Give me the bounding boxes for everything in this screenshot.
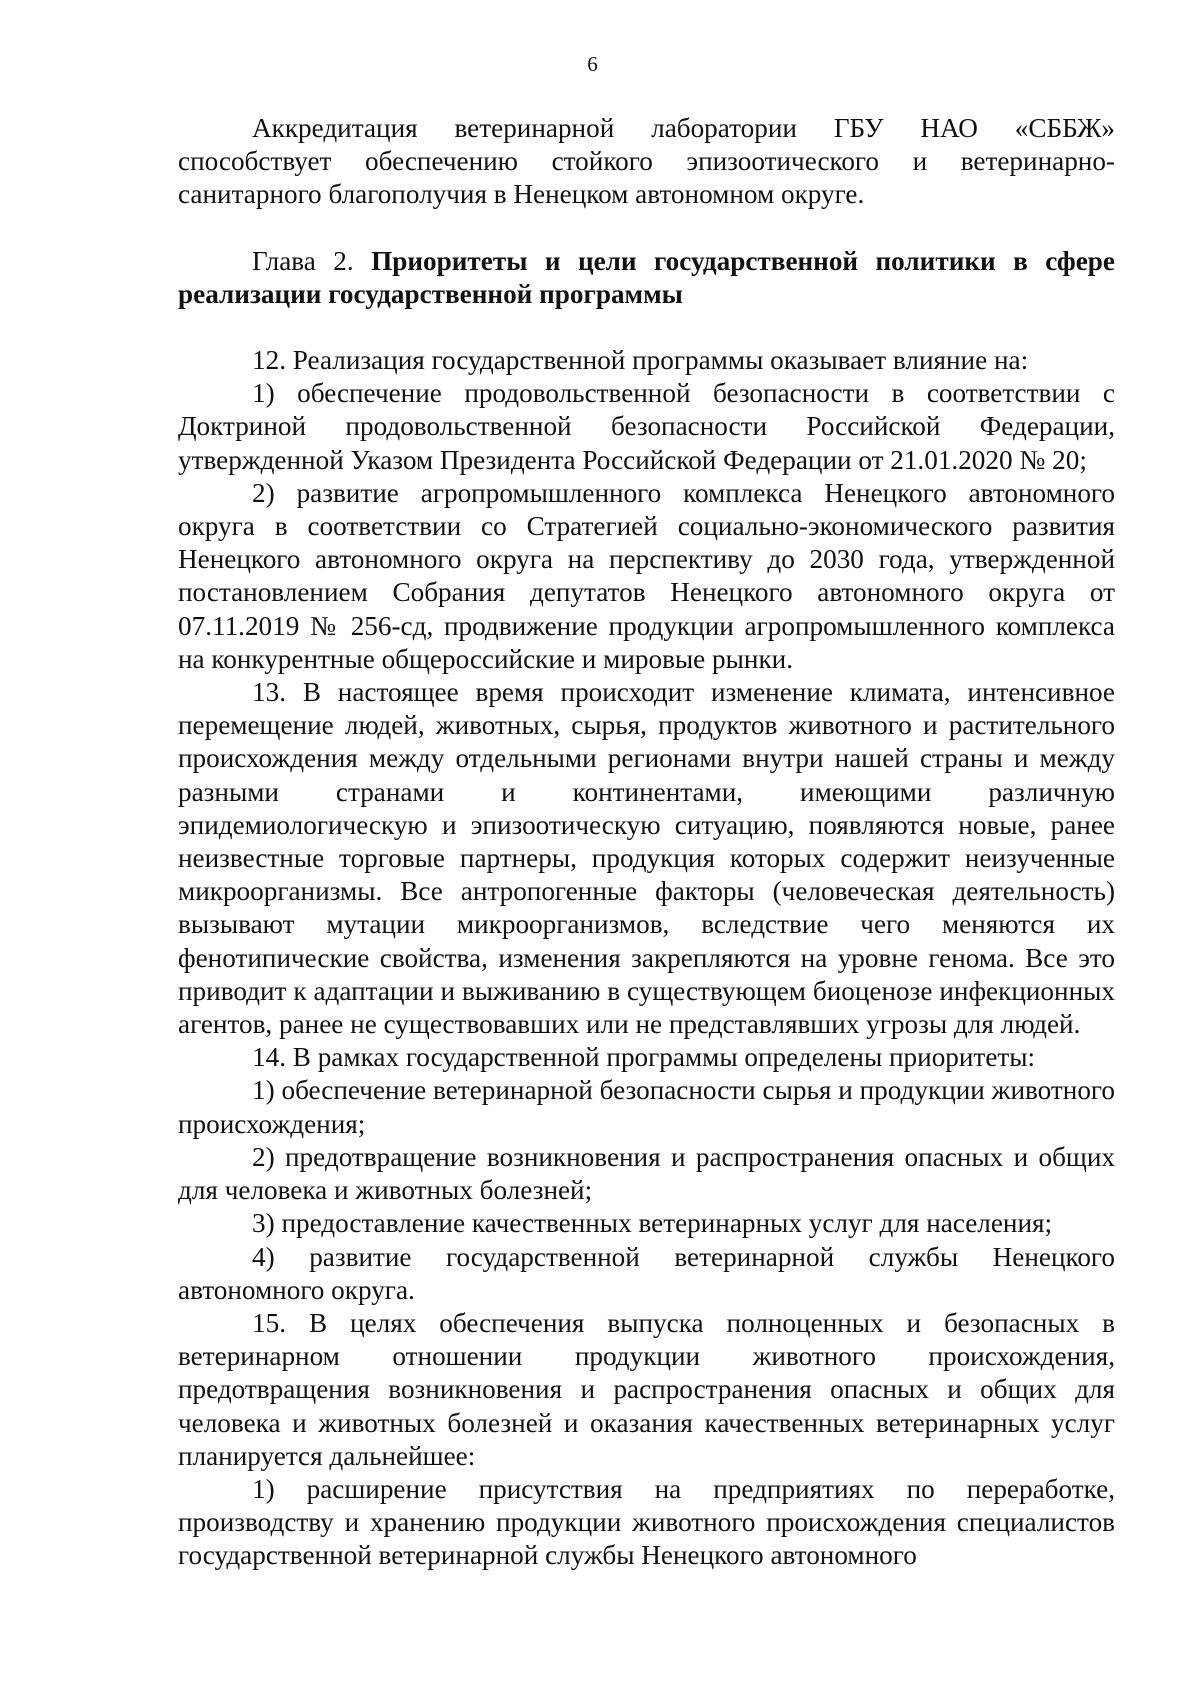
paragraph-14-item-3: 3) предоставление качественных ветеринарных услуг для населения;	[252, 1208, 1053, 1239]
paragraph-15-item-1: 1) расширение присутствия на предприятиях по переработке, производству и хранению продукции животного происхождения специалистов государственной ветеринарной службы Ненецкого автономного	[178, 1473, 1115, 1571]
document-body	[178, 112, 1115, 1573]
page-number: 6	[587, 52, 598, 76]
intro-paragraph: Аккредитация ветеринарной лаборатории ГБУ НАО «СББЖ» способствует обеспечению стойкого эпизоотического и ветеринарно-санитарного благополучия в Ненецком автономном округе.	[178, 113, 1115, 210]
paragraph-12-item-1: 1) обеспечение продовольственной безопасности в соответствии с Доктриной продовольственной безопасности Российской Федерации, утвержденной Указом Президента Российской Федерации от 21.01.2020 № 20;	[178, 378, 1115, 475]
paragraph-13: 13. В настоящее время происходит изменение климата, интенсивное перемещение людей, животных, сырья, продуктов животного и растительного происхождения между отдельными регионами внутри нашей страны и между разными странами и континентами, имеющими различную эпидемиологическую и эпизоотическую ситуацию, появляются новые, ранее неизвестные торговые партнеры, продукция которых содержит неизученные микроорганизмы. Все антропогенные факторы (человеческая деятельность) вызывают мутации микроорганизмов, вследствие чего меняются их фенотипические свойства, изменения закрепляются на уровне генома. Все это приводит к адаптации и выживанию в существующем биоценозе инфекционных агентов, ранее не существовавших или не представлявших угрозы для людей.	[178, 677, 1115, 1040]
paragraph-14-item-1: 1) обеспечение ветеринарной безопасности сырья и продукции животного происхождения;	[178, 1075, 1115, 1139]
chapter-prefix: Глава 2.	[252, 245, 354, 276]
chapter-heading	[178, 245, 1115, 311]
paragraph-12-item-2: 2) развитие агропромышленного комплекса Ненецкого автономного округа в соответствии со Стратегией социально-экономического развития Ненецкого автономного округа на перспективу до 2030 года, утвержденной постановлением Собрания депутатов Ненецкого автономного округа от 07.11.2019 № 256-сд, продвижение продукции агропромышленного комплекса на конкурентные общероссийские и мировые рынки.	[178, 477, 1115, 674]
paragraph-15: 15. В целях обеспечения выпуска полноценных и безопасных в ветеринарном отношении продукции животного происхождения, предотвращения возникновения и распространения опасных и общих для человека и животных болезней и оказания качественных ветеринарных услуг планируется дальнейшее:	[178, 1307, 1115, 1471]
paragraph-12: 12. Реализация государственной программы оказывает влияние на:	[252, 345, 1029, 376]
chapter-title: Приоритеты и цели государственной политики в сфере реализации государственной программы	[178, 245, 1115, 309]
paragraph-14-item-4: 4) развитие государственной ветеринарной службы Ненецкого автономного округа.	[178, 1241, 1115, 1305]
paragraph-14: 14. В рамках государственной программы определены приоритеты:	[252, 1042, 1036, 1073]
paragraph-14-item-2: 2) предотвращение возникновения и распространения опасных и общих для человека и животных болезней;	[178, 1141, 1115, 1206]
